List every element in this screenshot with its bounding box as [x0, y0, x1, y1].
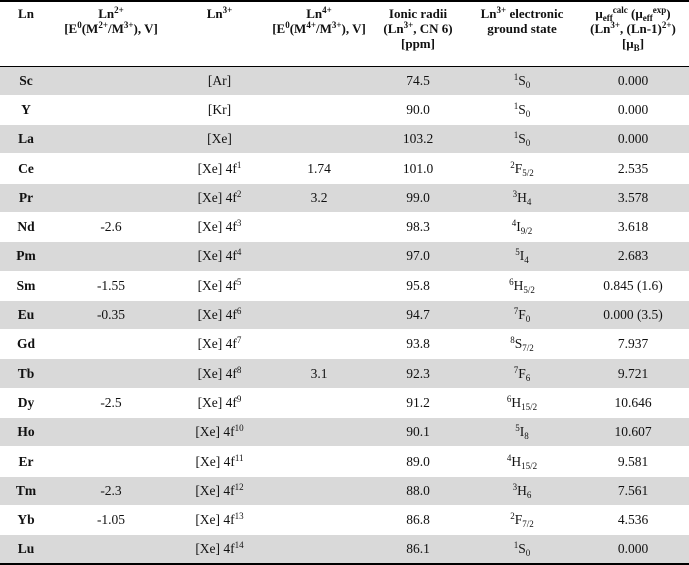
cell-e2-potential: -2.5: [100, 394, 122, 410]
config-exponent: 13: [234, 511, 244, 522]
cell-e2-potential: [52, 154, 170, 183]
header-mu-b-sup: exp: [652, 5, 667, 15]
header-mu-l3sub: B: [633, 43, 640, 53]
cell-electron-config: [170, 212, 269, 241]
cell-ionic-radius: 89.0: [406, 453, 430, 469]
header-ln2-sup: 2+: [114, 5, 124, 15]
header-ln4-l2a: [E: [272, 21, 286, 36]
gs-term: H: [513, 277, 524, 293]
cell-electron-config: [170, 447, 269, 476]
config-base: [Xe] 4f: [195, 482, 235, 498]
header-mu-l2b: , (Ln-1): [620, 21, 662, 36]
cell-electron-config: [170, 125, 269, 154]
config-exponent: 2: [236, 188, 242, 199]
cell-e2-potential: [52, 359, 170, 388]
gs-multiplicity: 7: [513, 306, 519, 317]
gs-j: 6: [526, 489, 532, 500]
cell-e2-potential: -2.3: [52, 476, 170, 505]
gs-term: H: [511, 394, 522, 410]
gs-multiplicity: 2: [510, 511, 515, 522]
cell-element: Sc: [0, 66, 52, 95]
cell-e2-potential: [52, 242, 170, 271]
gs-multiplicity: 6: [506, 393, 512, 404]
cell-e4-potential: [269, 447, 369, 476]
header-ln4-sup: 4+: [322, 5, 332, 15]
gs-j: 6: [525, 372, 531, 383]
gs-j: 15/2: [521, 460, 538, 471]
gs-multiplicity: 2: [510, 159, 515, 170]
cell-e4-potential: 1.74: [307, 160, 331, 176]
header-row: [0, 1, 689, 66]
cell-element: Y: [21, 101, 31, 117]
gs-term: I: [519, 248, 525, 264]
cell-element: Ce: [18, 160, 34, 176]
cell-ionic-radius: 93.8: [406, 336, 430, 352]
cell-electron-config: [170, 535, 269, 564]
config-exponent: 1: [236, 159, 242, 170]
cell-e4-potential: [269, 418, 369, 447]
header-ln2-l2d: ), V]: [133, 21, 158, 36]
header-mu-l3b: ]: [639, 36, 645, 51]
cell-electron-config: [170, 388, 269, 417]
cell-magnetic-moment: 0.000 (3.5): [577, 300, 689, 329]
cell-electron-config: [170, 271, 269, 300]
header-mu-a-sup: calc: [612, 5, 628, 15]
cell-ionic-radius: 101.0: [402, 160, 434, 176]
cell-electron-config: [170, 418, 269, 447]
table-row: [0, 359, 689, 388]
cell-e4-potential: 3.1: [269, 359, 369, 388]
cell-ionic-radius: 88.0: [369, 476, 467, 505]
config-base: [Xe] 4f: [195, 424, 235, 440]
header-ln2-l2s0: 0: [77, 20, 82, 30]
cell-magnetic-moment: 2.535: [617, 160, 649, 176]
cell-ionic-radius: 91.2: [406, 394, 430, 410]
config-exponent: 12: [234, 481, 244, 492]
cell-e4-potential: [269, 212, 369, 241]
cell-ionic-radius: 99.0: [369, 183, 467, 212]
gs-term: H: [511, 453, 522, 469]
table-row: [0, 447, 689, 476]
table-header: [0, 1, 689, 66]
gs-term: F: [518, 365, 526, 381]
cell-ground-state: [467, 535, 577, 564]
gs-multiplicity: 6: [509, 276, 514, 287]
cell-element: Sm: [16, 277, 36, 293]
cell-ground-state: [467, 212, 577, 241]
cell-e4-potential: [269, 535, 369, 564]
config-exponent: 10: [234, 423, 244, 434]
header-ln2-l2a: [E: [64, 21, 78, 36]
table-row: [0, 125, 689, 154]
cell-element: Tm: [0, 476, 52, 505]
gs-j: 7/2: [522, 343, 534, 354]
header-ln2-l2s1: 2+: [98, 20, 108, 30]
config-exponent: 6: [236, 306, 242, 317]
header-gs-rest: electronic: [506, 6, 564, 21]
cell-e2-potential: [52, 125, 170, 154]
gs-term: H: [517, 482, 527, 498]
cell-ionic-radius: 86.8: [406, 512, 430, 528]
gs-multiplicity: 4: [506, 452, 512, 463]
cell-magnetic-moment: 9.721: [577, 359, 689, 388]
gs-term: S: [514, 336, 523, 352]
cell-e2-potential: [52, 418, 170, 447]
config-base: [Xe] 4f: [197, 277, 237, 293]
cell-ground-state: [467, 447, 577, 476]
cell-element: La: [0, 125, 52, 154]
cell-element: Tb: [0, 359, 52, 388]
header-ln3-base: Ln: [206, 6, 223, 21]
cell-e2-potential: [52, 535, 170, 564]
config-base: [Xe] 4f: [195, 512, 235, 528]
cell-e4-potential: [269, 505, 369, 534]
cell-e2-potential: -0.35: [52, 300, 170, 329]
cell-e2-potential: [52, 330, 170, 359]
cell-magnetic-moment: 0.000: [617, 101, 649, 117]
gs-j: 0: [525, 79, 531, 90]
gs-multiplicity: 4: [511, 218, 517, 229]
gs-term: I: [519, 424, 525, 440]
cell-magnetic-moment: 9.581: [617, 453, 649, 469]
cell-e4-potential: [269, 95, 369, 124]
cell-ground-state: [467, 125, 577, 154]
cell-e2-potential: [52, 66, 170, 95]
header-ground-state: [467, 1, 577, 66]
cell-electron-config: [170, 95, 269, 124]
cell-ionic-radius: 86.1: [369, 535, 467, 564]
header-gs-sup: 3+: [496, 5, 507, 15]
gs-term: S: [518, 131, 526, 147]
table-body: [0, 66, 689, 564]
gs-multiplicity: 1: [513, 540, 519, 551]
cell-ionic-radius: 74.5: [369, 66, 467, 95]
gs-term: F: [514, 160, 523, 176]
cell-magnetic-moment: 4.536: [617, 512, 649, 528]
cell-ground-state: [467, 183, 577, 212]
config-exponent: 4: [236, 247, 242, 258]
config-base: [Kr]: [207, 101, 232, 117]
gs-j: 8: [524, 431, 529, 442]
gs-term: F: [514, 512, 523, 528]
gs-j: 9/2: [520, 226, 533, 237]
header-mu-l2s1: 3+: [610, 20, 620, 30]
cell-ionic-radius: 90.1: [369, 418, 467, 447]
header-mu-b: (μ: [627, 6, 643, 21]
cell-ground-state: [467, 418, 577, 447]
cell-electron-config: [170, 300, 269, 329]
cell-e2-potential: [52, 183, 170, 212]
gs-term: S: [518, 541, 526, 557]
cell-ground-state: [467, 330, 577, 359]
cell-element: Dy: [17, 394, 35, 410]
header-ln4-l2s0: 0: [285, 20, 290, 30]
cell-ground-state: [467, 242, 577, 271]
table-row: [0, 388, 689, 417]
cell-ground-state: [467, 271, 577, 300]
table-row: [0, 95, 689, 124]
header-radii-l3: [ppm]: [401, 36, 435, 51]
cell-magnetic-moment: 7.937: [617, 336, 649, 352]
cell-magnetic-moment: 3.578: [577, 183, 689, 212]
cell-ground-state: [467, 66, 577, 95]
cell-electron-config: [170, 154, 269, 183]
header-radii-l2a: (Ln: [383, 21, 404, 36]
cell-ionic-radius: 95.8: [406, 277, 430, 293]
cell-magnetic-moment: 0.000: [577, 66, 689, 95]
gs-multiplicity: 5: [515, 247, 520, 258]
cell-magnetic-moment: 0.000: [577, 125, 689, 154]
gs-multiplicity: 1: [513, 100, 519, 111]
gs-j: 5/2: [522, 167, 534, 178]
header-ln4-l2d: ), V]: [341, 21, 366, 36]
header-ln4-l2c: /M: [315, 21, 332, 36]
cell-e2-potential: -1.55: [96, 277, 126, 293]
cell-e4-potential: 3.2: [269, 183, 369, 212]
cell-ionic-radius: 103.2: [369, 125, 467, 154]
table-row: [0, 300, 689, 329]
cell-e4-potential: [269, 330, 369, 359]
gs-multiplicity: 7: [513, 364, 519, 375]
header-mu-b-sub: eff: [642, 13, 653, 23]
header-ln4-l2s1: 4+: [306, 20, 316, 30]
gs-term: S: [518, 72, 526, 88]
config-base: [Xe] 4f: [197, 248, 237, 264]
header-mu-l2c: ): [671, 21, 676, 36]
header-ln2-potential: [52, 1, 170, 66]
cell-e4-potential: [269, 125, 369, 154]
header-ionic-radii: [369, 1, 467, 66]
cell-electron-config: [170, 476, 269, 505]
config-exponent: 14: [234, 540, 244, 551]
table-row: [0, 66, 689, 95]
header-ln4-l2b: (M: [289, 21, 307, 36]
cell-e2-potential: [52, 95, 170, 124]
header-radii-l1: Ionic radii: [388, 6, 448, 21]
table-row: [0, 183, 689, 212]
cell-magnetic-moment: 3.618: [617, 219, 649, 235]
config-base: [Xe] 4f: [197, 219, 237, 235]
header-mu-l2a: (Ln: [590, 21, 611, 36]
config-base: [Xe] 4f: [197, 307, 237, 323]
cell-electron-config: [170, 183, 269, 212]
cell-ionic-radius: 98.3: [406, 219, 430, 235]
header-ln2-l2b: (M: [81, 21, 99, 36]
cell-e2-potential: [52, 447, 170, 476]
config-base: [Xe] 4f: [195, 453, 235, 469]
header-ln4-l2s2: 3+: [331, 20, 342, 30]
gs-multiplicity: 3: [512, 481, 518, 492]
cell-ground-state: [467, 476, 577, 505]
cell-e4-potential: [269, 66, 369, 95]
config-exponent: 3: [236, 218, 242, 229]
config-base: [Xe] 4f: [197, 189, 237, 205]
cell-element: Ho: [0, 418, 52, 447]
config-exponent: 7: [236, 335, 242, 346]
gs-term: H: [517, 189, 527, 205]
table-row: [0, 212, 689, 241]
header-radii-l2sup: 3+: [403, 20, 414, 30]
header-ln2-base: Ln: [98, 6, 115, 21]
gs-j: 0: [525, 314, 531, 325]
cell-e2-potential: -2.6: [100, 219, 122, 235]
header-ln3-sup: 3+: [222, 5, 233, 15]
cell-electron-config: [170, 359, 269, 388]
config-base: [Xe] 4f: [197, 394, 237, 410]
header-mu-l2s2: 2+: [661, 20, 672, 30]
cell-ground-state: [467, 388, 577, 417]
table-row: [0, 242, 689, 271]
cell-element: Nd: [17, 219, 35, 235]
cell-e4-potential: [269, 242, 369, 271]
table-row: [0, 330, 689, 359]
gs-j: 0: [525, 138, 531, 149]
table-row: [0, 505, 689, 534]
header-magnetic-moment: [577, 1, 689, 66]
header-ln: [0, 1, 52, 66]
header-ln2-l2c: /M: [107, 21, 124, 36]
cell-e4-potential: [269, 388, 369, 417]
config-base: [Xe] 4f: [195, 541, 235, 557]
cell-ionic-radius: 94.7: [369, 300, 467, 329]
cell-ground-state: [467, 95, 577, 124]
cell-magnetic-moment: 10.646: [614, 394, 652, 410]
gs-multiplicity: 1: [513, 71, 519, 82]
config-base: [Xe] 4f: [197, 336, 237, 352]
cell-electron-config: [170, 242, 269, 271]
gs-multiplicity: 3: [512, 188, 518, 199]
gs-term: S: [518, 101, 526, 117]
cell-electron-config: [170, 505, 269, 534]
gs-j: 4: [524, 255, 529, 266]
cell-element: Gd: [16, 336, 35, 352]
cell-magnetic-moment: 10.607: [577, 418, 689, 447]
cell-e4-potential: [269, 476, 369, 505]
config-exponent: 8: [236, 364, 242, 375]
cell-electron-config: [170, 330, 269, 359]
cell-element: Pr: [0, 183, 52, 212]
header-ln2-l2s2: 3+: [123, 20, 134, 30]
header-mu-a-sub: eff: [602, 13, 613, 23]
table-row: [0, 154, 689, 183]
header-mu-c: ): [666, 6, 671, 21]
header-ln3-config: [170, 1, 269, 66]
header-gs-base: Ln: [480, 6, 497, 21]
cell-ground-state: [467, 359, 577, 388]
gs-j: 5/2: [523, 284, 535, 295]
config-base: [Xe]: [207, 131, 232, 147]
cell-magnetic-moment: 2.683: [577, 242, 689, 271]
table-row: [0, 476, 689, 505]
gs-j: 15/2: [521, 401, 538, 412]
gs-j: 4: [526, 196, 532, 207]
cell-element: Eu: [0, 300, 52, 329]
cell-e4-potential: [269, 300, 369, 329]
cell-magnetic-moment: 0.000: [577, 535, 689, 564]
gs-multiplicity: 1: [513, 130, 519, 141]
cell-ground-state: [467, 505, 577, 534]
table-row: [0, 271, 689, 300]
gs-j: 7/2: [522, 519, 534, 530]
header-ln4-potential: [269, 1, 369, 66]
cell-e4-potential: [269, 271, 369, 300]
header-mu-l3a: [μ: [621, 36, 634, 51]
config-exponent: 9: [236, 393, 242, 404]
table-row: [0, 418, 689, 447]
header-ln-text: Ln: [18, 6, 34, 21]
gs-j: 0: [525, 548, 531, 559]
table-row: [0, 535, 689, 564]
cell-element: Lu: [0, 535, 52, 564]
cell-magnetic-moment: 0.845 (1.6): [603, 277, 663, 293]
config-base: [Ar]: [207, 72, 232, 88]
gs-term: I: [516, 219, 521, 235]
config-exponent: 11: [234, 452, 244, 463]
header-mu-a: μ: [595, 6, 603, 21]
cell-ionic-radius: 92.3: [369, 359, 467, 388]
cell-element: Er: [18, 453, 34, 469]
config-base: [Xe] 4f: [197, 160, 237, 176]
cell-ground-state: [467, 300, 577, 329]
cell-ground-state: [467, 154, 577, 183]
cell-element: Pm: [0, 242, 52, 271]
config-base: [Xe] 4f: [197, 365, 237, 381]
gs-multiplicity: 5: [515, 423, 520, 434]
header-radii-l2b: , CN 6): [413, 21, 453, 36]
gs-j: 0: [525, 108, 531, 119]
gs-multiplicity: 8: [510, 335, 515, 346]
cell-magnetic-moment: 7.561: [577, 476, 689, 505]
cell-ionic-radius: 90.0: [406, 101, 430, 117]
header-gs-l2: ground state: [487, 21, 557, 36]
header-ln4-base: Ln: [306, 6, 323, 21]
cell-ionic-radius: 97.0: [369, 242, 467, 271]
gs-term: F: [518, 307, 526, 323]
cell-e2-potential: -1.05: [96, 512, 126, 528]
cell-element: Yb: [17, 512, 35, 528]
config-exponent: 5: [236, 276, 242, 287]
cell-electron-config: [170, 66, 269, 95]
